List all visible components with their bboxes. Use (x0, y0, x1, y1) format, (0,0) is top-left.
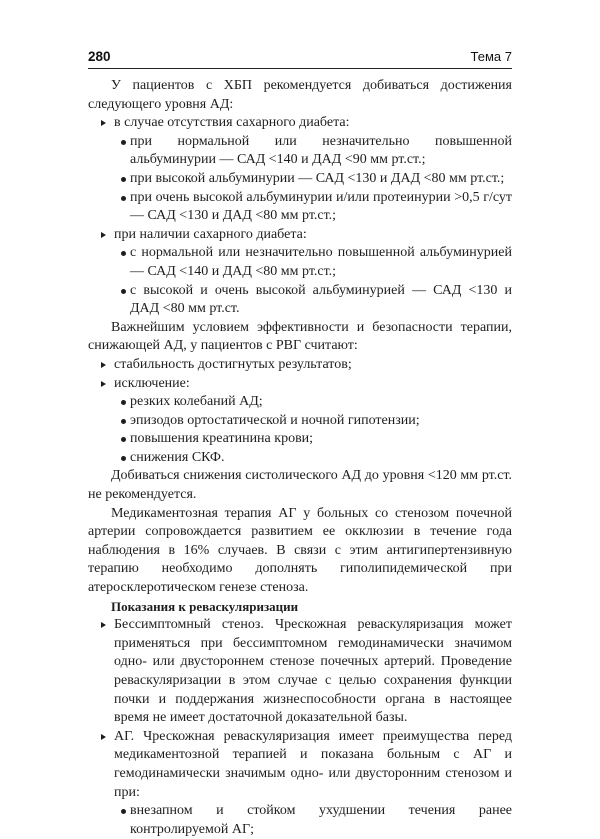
dot-bullet-icon (121, 251, 126, 256)
sub-bullet-item (88, 170, 512, 189)
sub-bullet-item (88, 430, 512, 449)
block-text: резких колебаний АД; (130, 394, 263, 410)
dot-bullet-icon (121, 809, 126, 814)
sub-bullet-item (88, 449, 512, 468)
paragraph (88, 505, 512, 598)
section-heading (88, 598, 512, 617)
sub-bullet-item (88, 412, 512, 431)
dot-bullet-icon (121, 437, 126, 442)
sub-bullet-item (88, 802, 512, 839)
bullet-item (88, 728, 512, 802)
block-text: при очень высокой альбуминурии и/или протеинурии >0,5 г/сут — САД <130 и ДАД <80 мм рт.ст.; (130, 189, 512, 224)
block-text: внезапном и стойком ухудшении течения ранее контролируемой АГ; (130, 803, 512, 837)
paragraph (88, 467, 512, 504)
header-rule (88, 68, 512, 69)
block-text: Важнейшим условием эффективности и безопасности терапии, снижающей АД, у пациентов с РВГ считают: (88, 319, 512, 354)
triangle-bullet-icon (101, 120, 106, 126)
triangle-bullet-icon (101, 381, 106, 387)
bullet-item (88, 114, 512, 133)
page-number: 280 (88, 49, 111, 64)
triangle-bullet-icon (101, 734, 106, 740)
sub-bullet-item (88, 282, 512, 319)
dot-bullet-icon (121, 177, 126, 182)
dot-bullet-icon (121, 196, 126, 201)
block-text: эпизодов ортостатической и ночной гипотензии; (130, 412, 420, 428)
block-text: повышения креатинина крови; (130, 431, 314, 447)
block-text: У пациентов с ХБП рекомендуется добиваться достижения следующего уровня АД: (88, 78, 512, 112)
paragraph (88, 77, 512, 114)
triangle-bullet-icon (101, 232, 106, 238)
block-text: АГ. Чрескожная реваскуляризация имеет преимущества перед медикаментозной терапией и показана больным с АГ и гемодинамически значимым одно- или двусторонним стенозом и при: (114, 728, 512, 800)
block-text: Добиваться снижения систолического АД до уровня <120 мм рт.ст. не рекомендуется. (88, 468, 512, 503)
bullet-item (88, 356, 512, 375)
sub-bullet-item (88, 133, 512, 170)
sub-bullet-item (88, 189, 512, 226)
bullet-item (88, 616, 512, 728)
triangle-bullet-icon (101, 362, 106, 368)
page-body (88, 77, 512, 839)
section-title: Тема 7 (470, 49, 512, 64)
block-text: в случае отсутствия сахарного диабета: (114, 115, 350, 131)
block-text: с высокой и очень высокой альбуминурией — САД <130 и ДАД <80 мм рт.ст. (130, 282, 512, 317)
block-text: Показания к реваскуляризации (111, 598, 299, 614)
bullet-item (88, 375, 512, 394)
dot-bullet-icon (121, 456, 126, 461)
block-text: Медикаментозная терапия АГ у больных со стенозом почечной артерии сопровождается развитием ее окклюзии в течение года наблюдения в 16% случаев. В связи с этим антигипертензивную терапию необходимо дополнять гиполипидемической при атеросклеротическом генезе стеноза. (88, 505, 512, 596)
block-text: при высокой альбуминурии — САД <130 и ДАД <80 мм рт.ст.; (130, 170, 505, 186)
block-text: Бессимптомный стеноз. Чрескожная реваскуляризация может применяться при бессимптомном гемодинамически значимом одно- или двустороннем стенозе почечных артерий. Проведение реваскуляризации в этом случае с целью сохранения функции почки и поддержания жизнеспособности органа в настоящее время не имеет достаточной доказательной базы. (114, 617, 512, 726)
dot-bullet-icon (121, 419, 126, 424)
block-text: при нормальной или незначительно повышенной альбуминурии — САД <140 и ДАД <90 мм рт.ст.; (130, 133, 512, 168)
triangle-bullet-icon (101, 622, 106, 628)
bullet-item (88, 226, 512, 245)
dot-bullet-icon (121, 140, 126, 145)
block-text: снижения СКФ. (130, 449, 225, 465)
block-text: исключение: (114, 375, 190, 391)
block-text: с нормальной или незначительно повышенной альбуминурией — САД <140 и ДАД <80 мм рт.ст.; (130, 245, 512, 279)
block-text: при наличии сахарного диабета: (114, 226, 307, 242)
block-text: стабильность достигнутых результатов; (114, 356, 352, 372)
dot-bullet-icon (121, 289, 126, 294)
dot-bullet-icon (121, 400, 126, 405)
sub-bullet-item (88, 244, 512, 281)
sub-bullet-item (88, 393, 512, 412)
paragraph (88, 319, 512, 356)
